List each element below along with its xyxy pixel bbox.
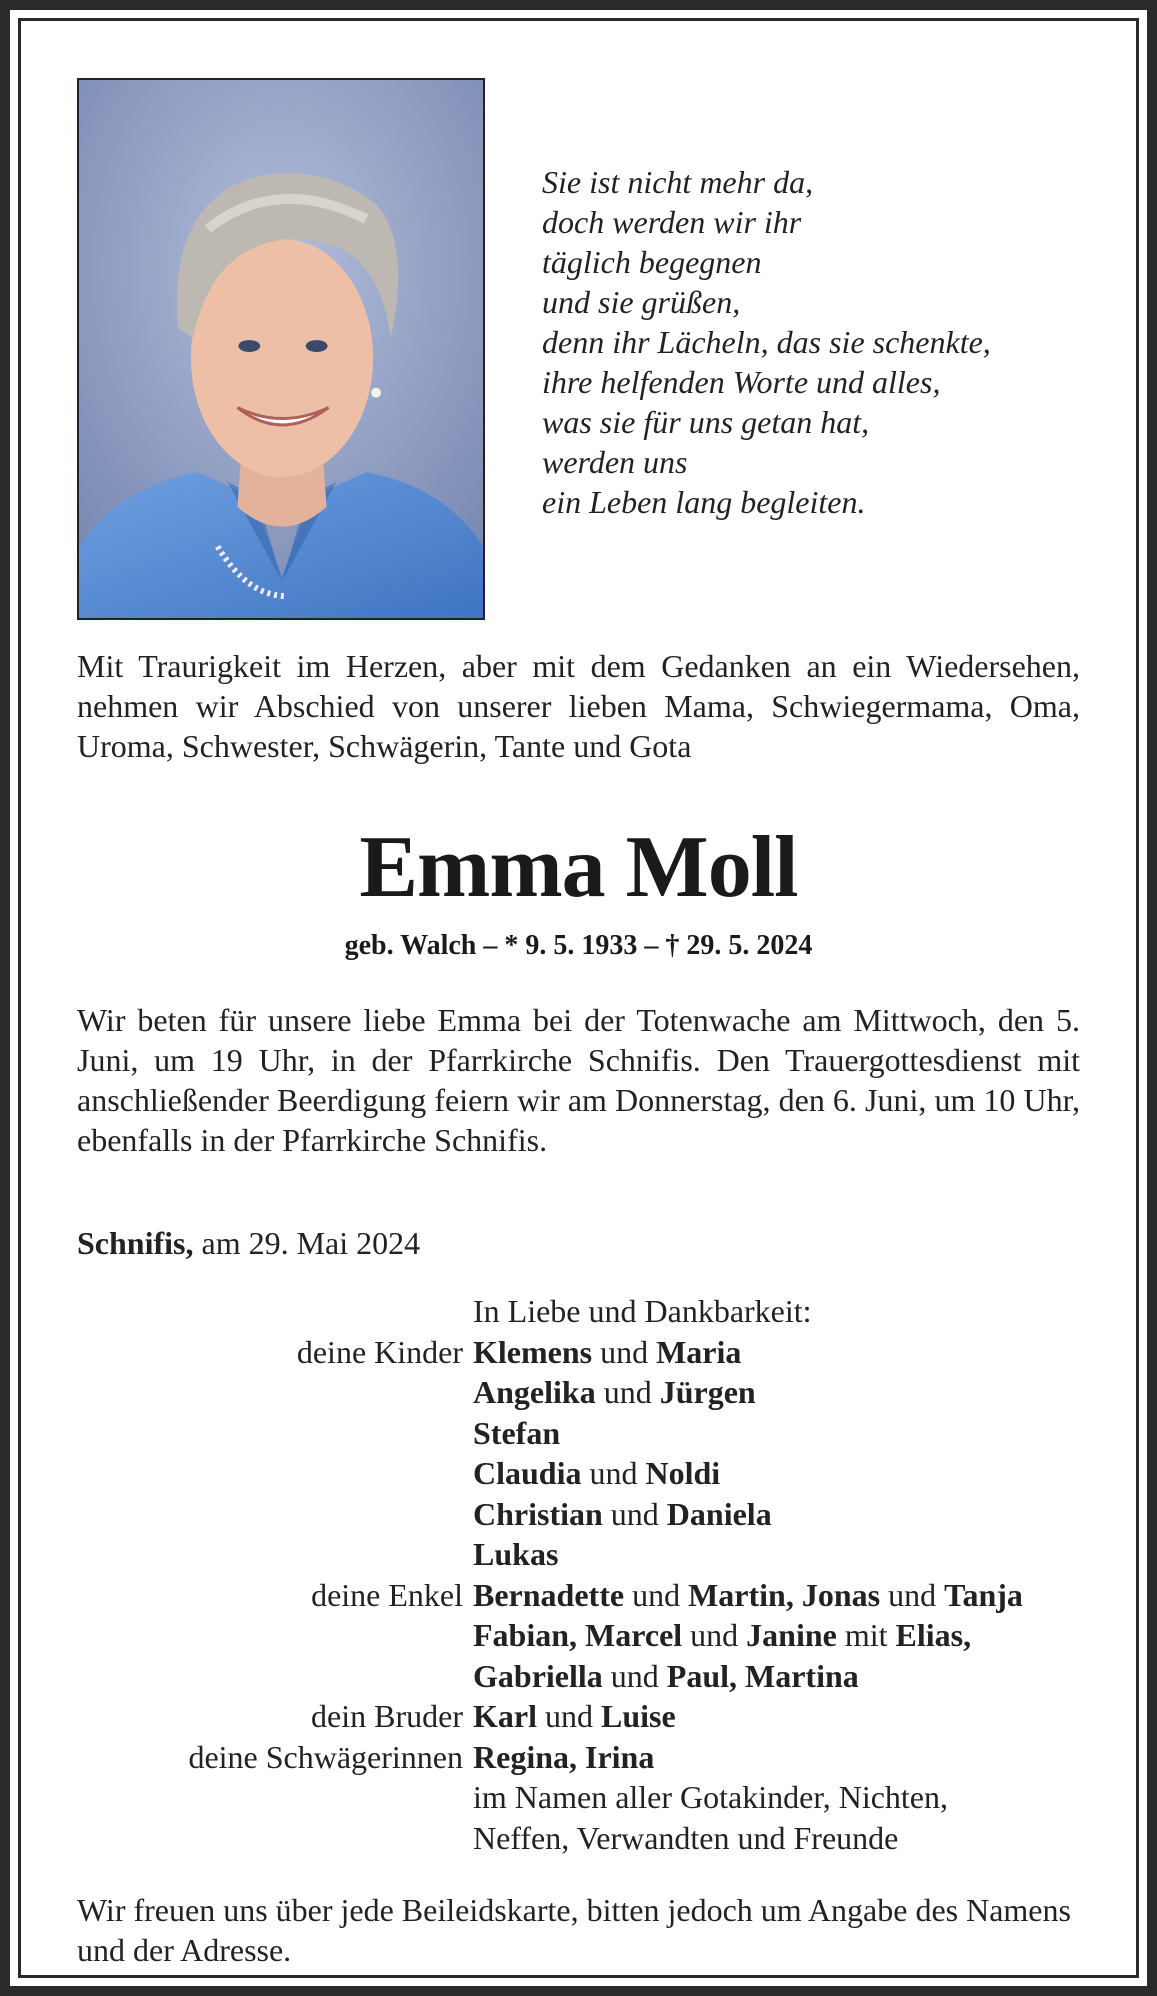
relation-label xyxy=(77,1494,473,1535)
mourner-row xyxy=(77,1615,1080,1656)
mourner-names xyxy=(473,1332,1080,1373)
poem-line: und sie grüßen, xyxy=(542,284,741,320)
mourner-name: Gabriella xyxy=(473,1657,603,1694)
mourner-names xyxy=(473,1696,1080,1737)
relation-label xyxy=(77,1372,473,1413)
relation-label xyxy=(77,1413,473,1454)
birth-death-dates: geb. Walch – * 9. 5. 1933 – † 29. 5. 2024 xyxy=(344,930,813,961)
poem-line: was sie für uns getan hat, xyxy=(542,404,870,440)
relation-label: deine Schwägerinnen xyxy=(188,1738,463,1775)
portrait-photo xyxy=(77,78,485,620)
connector-text: und xyxy=(592,1333,657,1370)
mourner-names: In Liebe und Dankbarkeit: xyxy=(473,1293,812,1329)
connector-text: und xyxy=(602,1657,667,1694)
portrait-illustration xyxy=(79,80,483,618)
mourner-row xyxy=(77,1737,1080,1778)
mourner-row xyxy=(77,1494,1080,1535)
mourner-name: Elias, xyxy=(895,1617,972,1653)
poem-line: denn ihr Lächeln, das sie schenkte, xyxy=(542,324,991,360)
mourner-row xyxy=(77,1777,1080,1818)
connector-text: mit xyxy=(836,1617,896,1653)
mourner-row xyxy=(77,1534,1080,1575)
mourner-names xyxy=(473,1413,1080,1454)
poem-line: werden uns xyxy=(542,444,688,480)
mourner-name: Stefan xyxy=(473,1414,561,1451)
relation-label: deine Enkel xyxy=(311,1576,463,1613)
poem xyxy=(542,162,1102,522)
relation-label xyxy=(77,1777,473,1818)
mourner-name: Christian xyxy=(473,1495,603,1532)
mourner-names xyxy=(473,1534,1080,1575)
mourner-names xyxy=(473,1453,1080,1494)
mourner-names xyxy=(473,1737,1080,1778)
mourner-name: Paul, Martina xyxy=(666,1657,859,1694)
mourner-row xyxy=(77,1453,1080,1494)
mourner-row xyxy=(77,1696,1080,1737)
mourner-name: Bernadette xyxy=(473,1576,625,1613)
mourner-name: Jürgen xyxy=(659,1374,756,1410)
mourner-names xyxy=(473,1575,1080,1616)
relation-label: dein Bruder xyxy=(311,1698,463,1734)
mourner-names xyxy=(473,1372,1080,1413)
mourner-name: Angelika xyxy=(473,1374,596,1410)
intro-paragraph: Mit Traurigkeit im Herzen, aber mit dem Gedanken an ein Wiedersehen, nehmen wir Abschied von unserer lieben Mama, Schwiegermama, Oma, Uroma, Schwester, Schwägerin, Tante und Gota xyxy=(77,648,1080,764)
mourner-name: Lukas xyxy=(473,1536,559,1572)
relation-label xyxy=(77,1818,473,1859)
poem-line: Sie ist nicht mehr da, xyxy=(542,164,814,200)
closing-paragraph: Wir freuen uns über jede Beileidskarte, bitten jedoch um Angabe des Namens und der Adresse. xyxy=(77,1892,1071,1968)
connector-text: und xyxy=(595,1374,660,1410)
poem-line: ihre helfenden Worte und alles, xyxy=(542,364,941,400)
poem-line: täglich begegnen xyxy=(542,244,762,280)
mourner-names xyxy=(473,1615,1080,1656)
mourner-row xyxy=(77,1291,1080,1332)
mourner-names: im Namen aller Gotakinder, Nichten, xyxy=(473,1779,948,1815)
mourner-name: Luise xyxy=(600,1698,676,1734)
connector-text: und xyxy=(536,1698,601,1734)
deceased-name: Emma Moll xyxy=(359,819,798,916)
place-date xyxy=(77,1223,677,1263)
relation-label: deine Kinder xyxy=(296,1333,463,1370)
connector-text: und xyxy=(602,1495,667,1532)
mourner-name: Maria xyxy=(656,1333,742,1370)
connector-text: und xyxy=(624,1576,689,1613)
mourner-names: Neffen, Verwandten und Freunde xyxy=(473,1819,899,1856)
mourner-name: Klemens xyxy=(473,1333,593,1370)
mourner-names xyxy=(473,1494,1080,1535)
connector-text: und xyxy=(682,1617,747,1653)
connector-text: und xyxy=(880,1576,945,1613)
relation-label xyxy=(77,1453,473,1494)
mourner-name: Fabian, Marcel xyxy=(473,1617,683,1653)
mourner-row xyxy=(77,1575,1080,1616)
mourner-row xyxy=(77,1372,1080,1413)
place-town: Schnifis, xyxy=(77,1225,194,1261)
relation-label xyxy=(77,1615,473,1656)
relation-label xyxy=(77,1534,473,1575)
mourner-name: Martin, Jonas xyxy=(688,1576,881,1613)
mourner-row xyxy=(77,1818,1080,1859)
place-date-text: am 29. Mai 2024 xyxy=(201,1225,421,1261)
relation-label xyxy=(77,1291,473,1332)
service-paragraph: Wir beten für unsere liebe Emma bei der Totenwache am Mittwoch, den 5. Juni, um 19 Uhr, in der Pfarrkirche Schnifis. Den Trauergottesdienst mit anschließender Beerdigung feiern wir am Donnerstag, den 6. Juni, um 10 Uhr, ebenfalls in der Pfarrkirche Schnifis. xyxy=(77,1002,1080,1158)
mourner-name: Tanja xyxy=(944,1576,1023,1613)
mourners-list xyxy=(77,1291,1080,1858)
mourner-name: Regina, Irina xyxy=(473,1738,655,1775)
mourner-row xyxy=(77,1656,1080,1697)
mourner-name: Noldi xyxy=(645,1455,721,1491)
mourner-name: Claudia xyxy=(473,1455,582,1491)
mourner-row xyxy=(77,1332,1080,1373)
mourner-names xyxy=(473,1656,1080,1697)
relation-label xyxy=(77,1656,473,1697)
mourner-name: Karl xyxy=(473,1698,537,1734)
connector-text: und xyxy=(581,1455,646,1491)
mourner-name: Daniela xyxy=(666,1495,772,1532)
poem-line: doch werden wir ihr xyxy=(542,204,802,240)
poem-line: ein Leben lang begleiten. xyxy=(542,484,866,520)
mourner-name: Janine xyxy=(746,1617,837,1653)
mourner-row xyxy=(77,1413,1080,1454)
